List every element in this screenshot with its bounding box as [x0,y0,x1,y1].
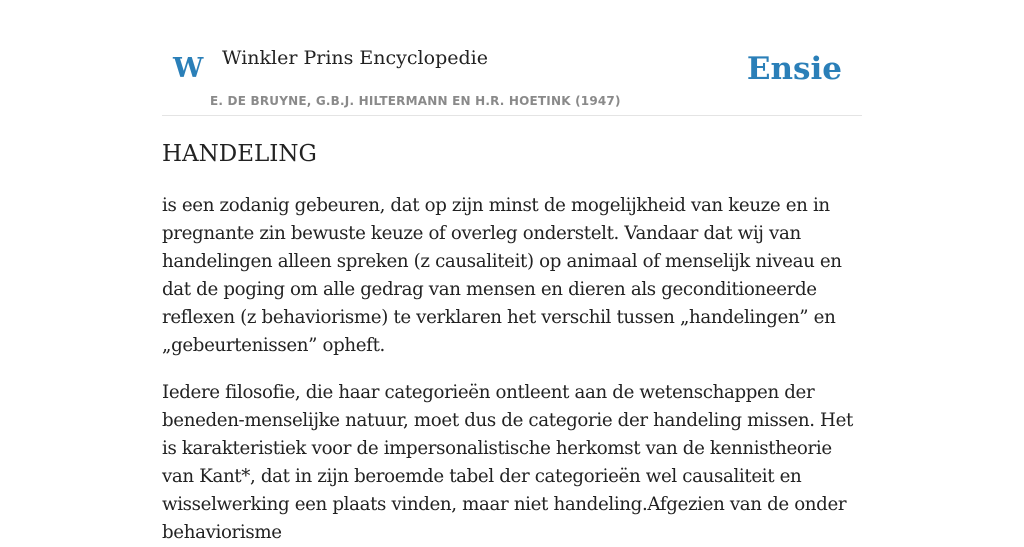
article-headword: HANDELING [162,141,317,167]
article [162,138,862,547]
site-header [162,30,862,116]
book-authors: E. DE BRUYNE, G.B.J. HILTERMANN EN H.R. HOETINK (1947) [210,94,621,108]
winkler-prins-logo[interactable]: W [173,53,204,84]
article-paragraph: is een zodanig gebeuren, dat op zijn minst de mogelijkheid van keuze en in pregnante zin bewuste keuze of overleg onderstelt. Vandaar dat wij van handelingen alleen spreken (z causaliteit) op animaal of menselijk niveau en dat de poging om alle gedrag van mensen en dieren als geconditioneerde reflexen (z behaviorisme) te verklaren het verschil tussen „handelingen” en „gebeurtenissen” opheft. [162,195,842,356]
article-paragraph: Iedere filosofie, die haar categorieën ontleent aan de wetenschappen der beneden-menselijke natuur, moet dus de categorie der handeling missen. Het is karakteristiek voor de impersonalistische herkomst van de kennistheorie van Kant*, dat in zijn beroemde tabel der categorieën wel causaliteit en wisselwerking een plaats vinden, maar niet handeling.Afgezien van de onder behaviorisme [162,382,853,543]
ensie-brand-link[interactable]: Ensie [746,51,842,87]
book-title[interactable]: Winkler Prins Encyclopedie [222,47,488,69]
